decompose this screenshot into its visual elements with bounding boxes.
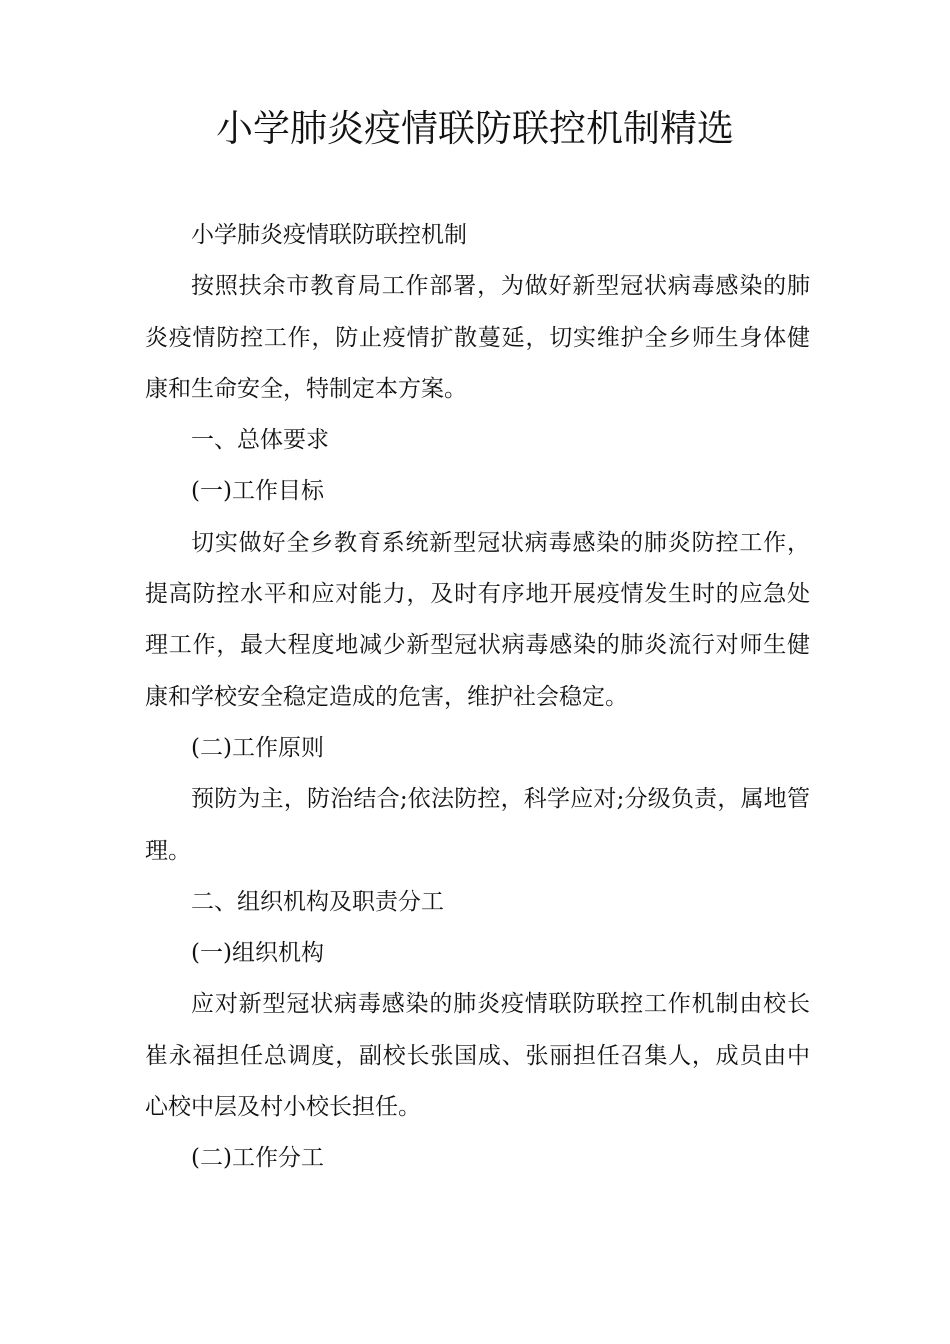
section-heading-general-requirements: 一、总体要求 <box>191 427 329 454</box>
section-heading-organization: 二、组织机构及职责分工 <box>191 888 444 915</box>
subsection-heading-work-principles: (二)工作原则 <box>191 734 324 761</box>
paragraph-intro: 按照扶余市教育局工作部署，为做好新型冠状病毒感染的肺炎疫情防控工作，防止疫情扩散蔓延，切实维护全乡师生身体健康和生命安全，特制定本方案。 <box>145 273 810 402</box>
subsection-heading-organization: (一)组织机构 <box>191 940 324 967</box>
paragraph-work-goal: 切实做好全乡教育系统新型冠状病毒感染的肺炎防控工作，提高防控水平和应对能力，及时有序地开展疫情发生时的应急处理工作，最大程度地减少新型冠状病毒感染的肺炎流行对师生健康和学校安全稳定造成的危害，维护社会稳定。 <box>145 529 810 710</box>
subsection-heading-division-of-work: (二)工作分工 <box>191 1145 324 1172</box>
document-title: 小学肺炎疫情联防联控机制精选 <box>216 107 734 150</box>
paragraph-organization: 应对新型冠状病毒感染的肺炎疫情联防联控工作机制由校长崔永福担任总调度，副校长张国成、张丽担任召集人，成员由中心校中层及村小校长担任。 <box>145 991 810 1121</box>
document-body <box>145 210 810 1185</box>
paragraph-work-principles: 预防为主，防治结合;依法防控，科学应对;分级负责，属地管理。 <box>145 786 810 864</box>
subsection-heading-work-goal: (一)工作目标 <box>191 478 324 505</box>
paragraph-subtitle: 小学肺炎疫情联防联控机制 <box>191 222 467 248</box>
